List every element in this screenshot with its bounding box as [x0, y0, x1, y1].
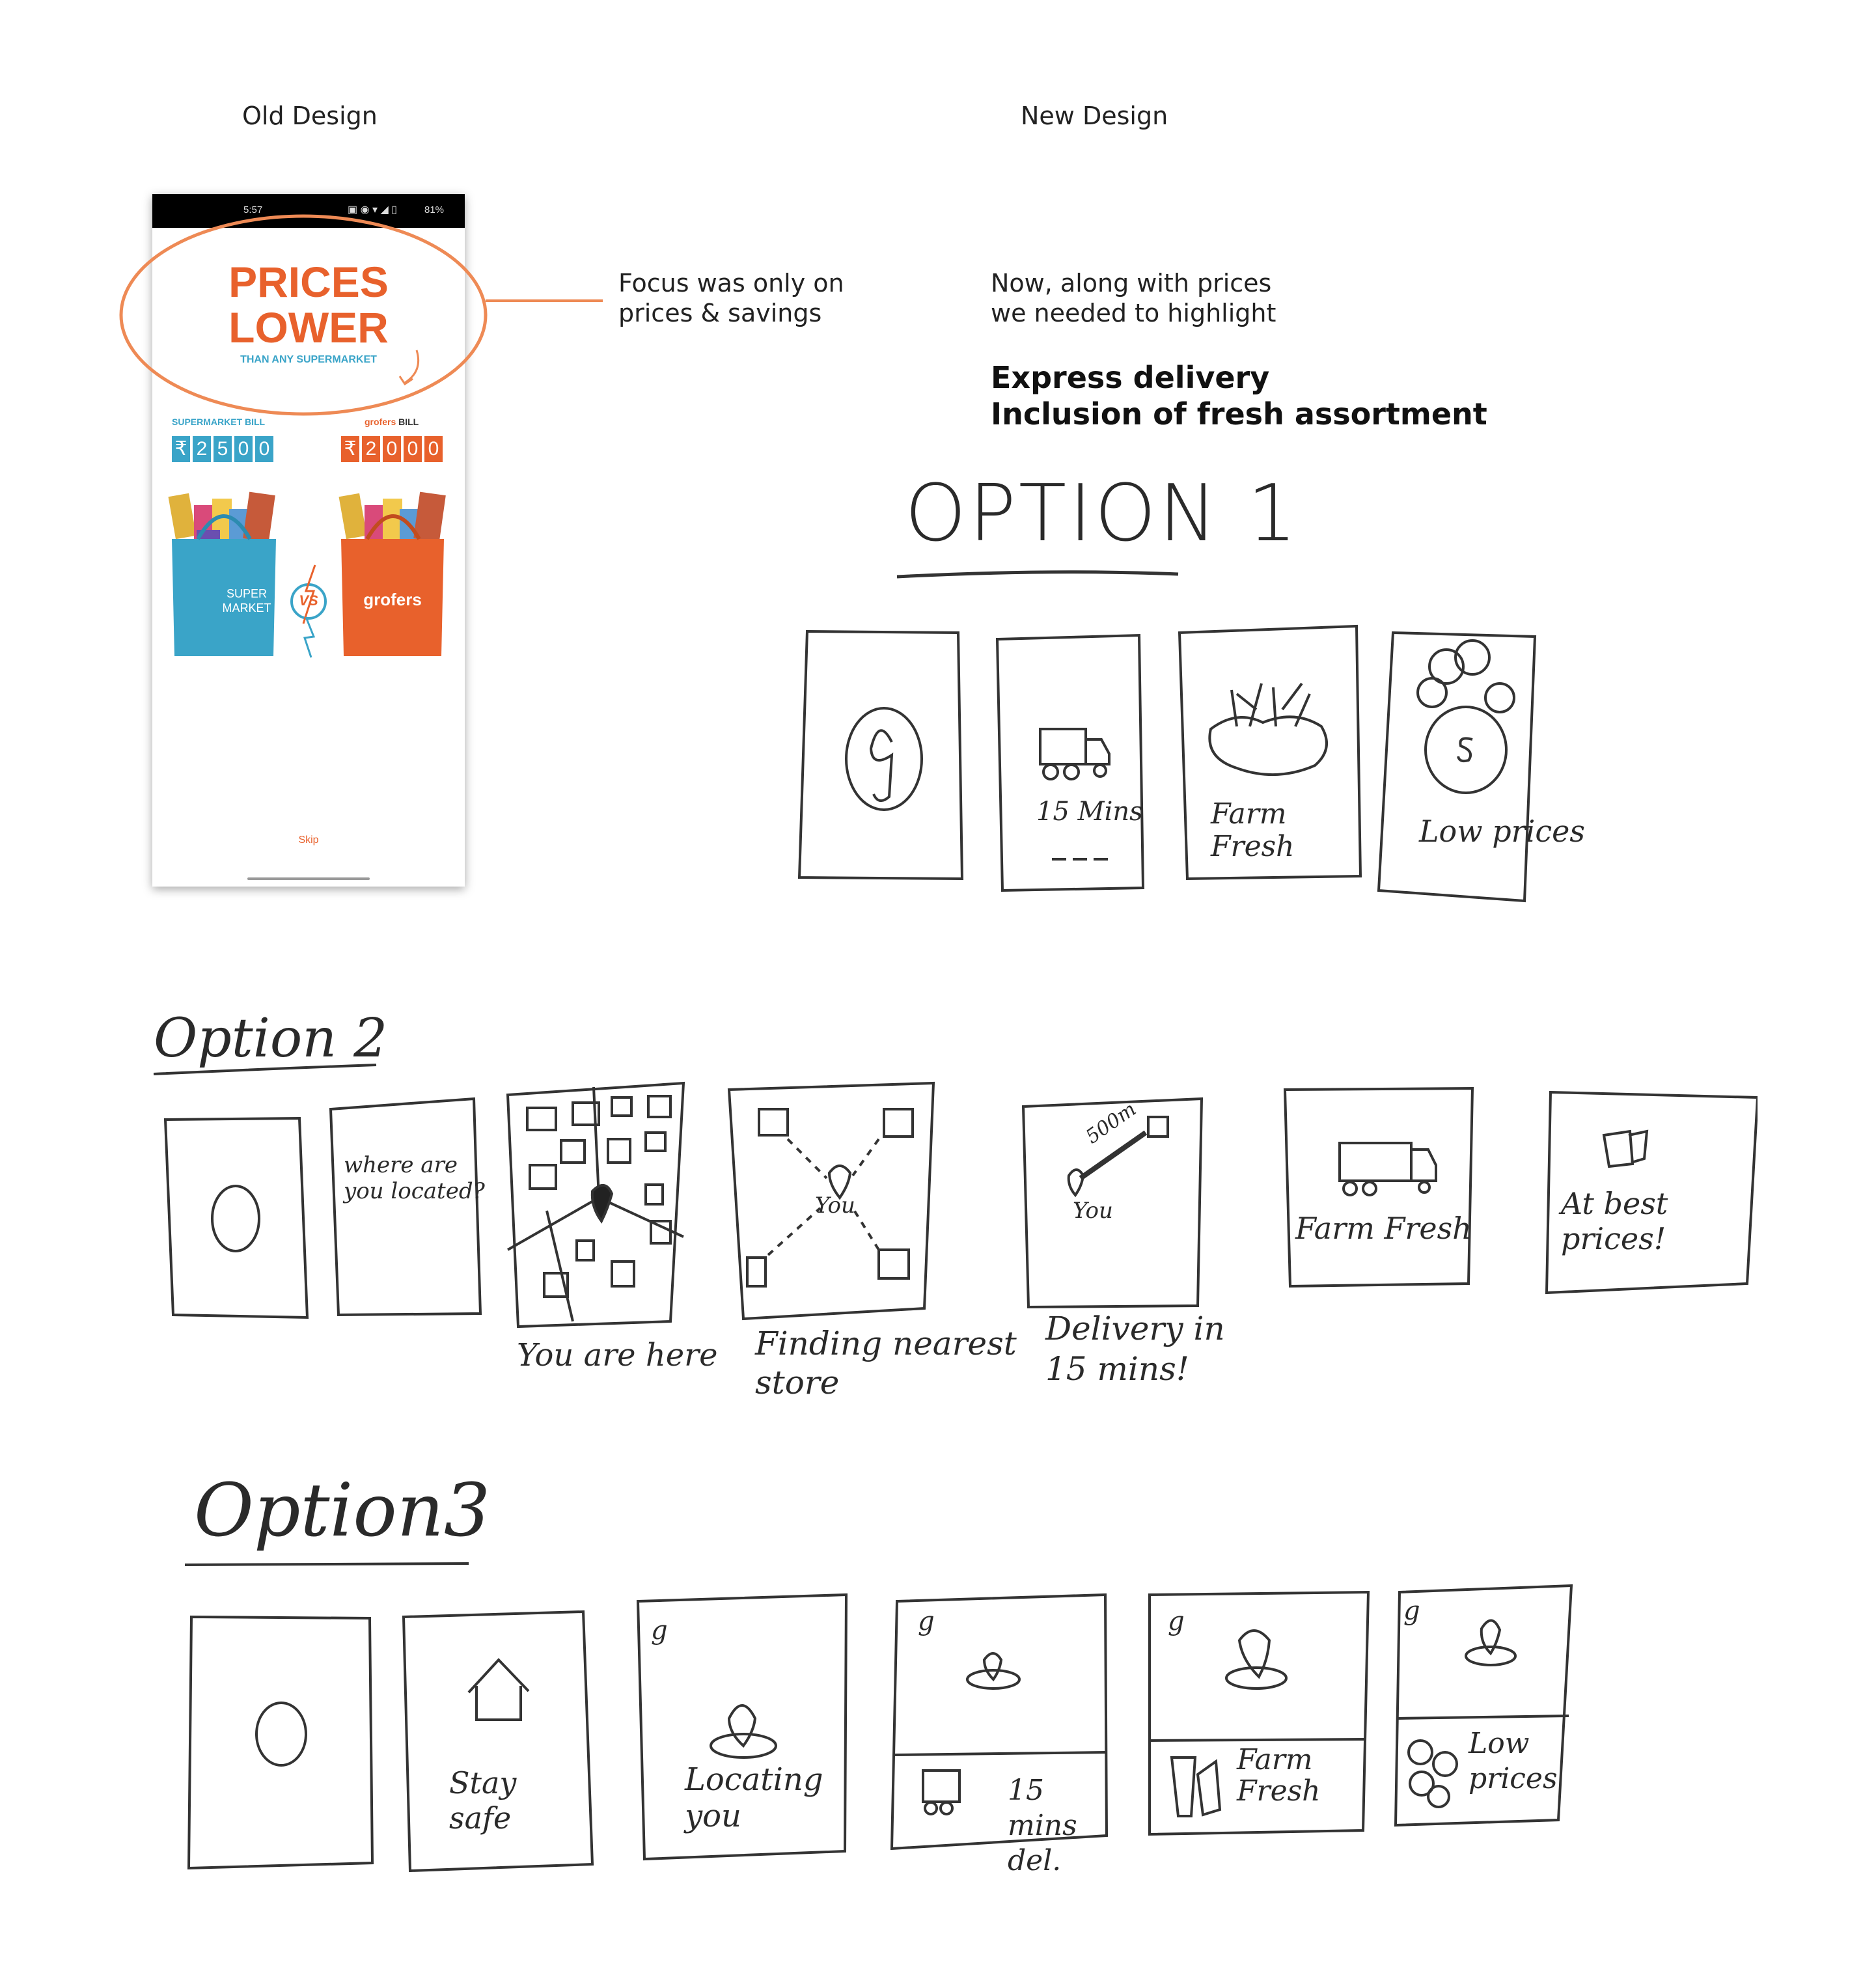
- shopping-bag-icon: [1604, 1131, 1633, 1166]
- status-icons: ▣ ◉ ▾ ◢ ▯: [348, 204, 397, 215]
- house-icon: [469, 1660, 529, 1720]
- truck-icon: [1340, 1143, 1411, 1181]
- option2-farm-label: Farm Fresh: [1295, 1211, 1472, 1246]
- home-indicator: [247, 877, 370, 880]
- g-mark: g: [918, 1606, 935, 1636]
- option1-label-15mins: 15 Mins: [1036, 797, 1143, 827]
- location-pin-icon: [984, 1653, 1001, 1679]
- bag-label-super: SUPER: [226, 587, 267, 600]
- option2-card-logo: [165, 1118, 307, 1317]
- option1-title: OPTION 1: [905, 469, 1300, 559]
- highlight-fresh-assortment: Inclusion of fresh assortment: [991, 396, 1487, 432]
- grofers-brand-text: grofers: [365, 417, 396, 427]
- g-mark: g: [651, 1616, 668, 1646]
- truck-icon: [1040, 729, 1086, 764]
- highlight-express-delivery: Express delivery: [991, 360, 1270, 395]
- headline-prices: PRICES: [228, 258, 389, 306]
- g-mark: g: [1403, 1596, 1420, 1626]
- option3-low-prices-label: Low prices: [1469, 1727, 1558, 1795]
- location-pin-icon: [729, 1705, 755, 1746]
- g-logo-icon: [212, 1186, 259, 1251]
- option2-caption-delivery: Delivery in 15 mins!: [1045, 1310, 1225, 1388]
- bill-digit: ₹: [172, 436, 190, 462]
- option2-card-farm-fresh: [1285, 1088, 1472, 1286]
- new-note-line2: we needed to highlight: [991, 299, 1276, 327]
- bill-digit: 0: [404, 436, 422, 462]
- skip-button[interactable]: Skip: [298, 834, 319, 846]
- highlight-ellipse: [121, 216, 486, 414]
- option3-card-logo: [189, 1617, 372, 1868]
- user-pin-icon: [1069, 1170, 1083, 1195]
- truck-icon: [923, 1771, 959, 1802]
- status-battery: 81%: [424, 204, 445, 215]
- bill-digit: 0: [424, 436, 443, 462]
- old-design-header: Old Design: [242, 102, 378, 130]
- bill-digit: 0: [234, 436, 253, 462]
- status-time: 5:57: [243, 204, 263, 215]
- option2-card-location-question: [331, 1099, 480, 1315]
- bill-digit: 2: [362, 436, 380, 462]
- annotation-highlight: [0, 0, 651, 456]
- bill-digit: 0: [383, 436, 401, 462]
- map-pin-icon: [592, 1185, 612, 1221]
- option2-title: Option 2: [154, 1008, 388, 1069]
- option1-sketches: [781, 612, 1601, 918]
- bill-digit: 2: [193, 436, 211, 462]
- option1-label-farm: Farm Fresh: [1211, 797, 1295, 863]
- option2-500m-label: 500m: [1081, 1097, 1141, 1149]
- old-design-note: [618, 268, 844, 328]
- g-logo-icon: [256, 1703, 306, 1765]
- bag-label-grofers: grofers: [363, 590, 422, 609]
- option2-where-text: where are you located?: [344, 1152, 485, 1204]
- grofers-bill-text: BILL: [398, 417, 419, 427]
- option3-locating-label: Locating you: [685, 1761, 823, 1834]
- new-note-line1: Now, along with prices: [991, 269, 1272, 297]
- option3-farm-label: Farm Fresh: [1237, 1743, 1321, 1808]
- option2-caption-you-are-here: You are here: [517, 1337, 718, 1373]
- option3-stay-safe-label: Stay safe: [449, 1765, 517, 1836]
- grocery-bags-illustration: [152, 487, 465, 864]
- option2-you-label-delivery: You: [1073, 1198, 1113, 1224]
- headline-subtitle: THAN ANY SUPERMARKET: [240, 354, 377, 365]
- old-note-line2: prices & savings: [618, 299, 822, 327]
- vs-label: VS: [299, 592, 318, 609]
- old-note-line1: Focus was only on: [618, 269, 844, 297]
- bag-label-market: MARKET: [222, 601, 271, 614]
- g-mark: g: [1168, 1606, 1185, 1636]
- new-design-note: [991, 268, 1276, 328]
- option1-card-logo: [799, 631, 962, 879]
- option3-title: Option3: [194, 1468, 491, 1553]
- option2-best-label: At best prices!: [1561, 1186, 1668, 1256]
- bill-digit: 5: [214, 436, 232, 462]
- option1-underline: [892, 560, 1204, 586]
- new-design-header: New Design: [1021, 102, 1168, 130]
- vegetable-icon: [1172, 1757, 1195, 1816]
- option1-card-price: [1379, 633, 1535, 901]
- bill-digit: 0: [255, 436, 273, 462]
- highlight-points: [991, 359, 1487, 432]
- headline-lower: LOWER: [228, 303, 389, 351]
- option1-label-lowprice: Low prices: [1419, 814, 1585, 849]
- basket-icon: [1209, 717, 1327, 775]
- option2-you-label: You: [815, 1192, 855, 1219]
- option3-sketches: [182, 1562, 1575, 1888]
- option2-caption-finding-store: Finding nearest store: [755, 1325, 1017, 1401]
- bill-digit: ₹: [341, 436, 359, 462]
- option3-15mins-label: 15 mins del.: [1008, 1774, 1077, 1877]
- supermarket-bill-label: SUPERMARKET BILL: [172, 417, 266, 427]
